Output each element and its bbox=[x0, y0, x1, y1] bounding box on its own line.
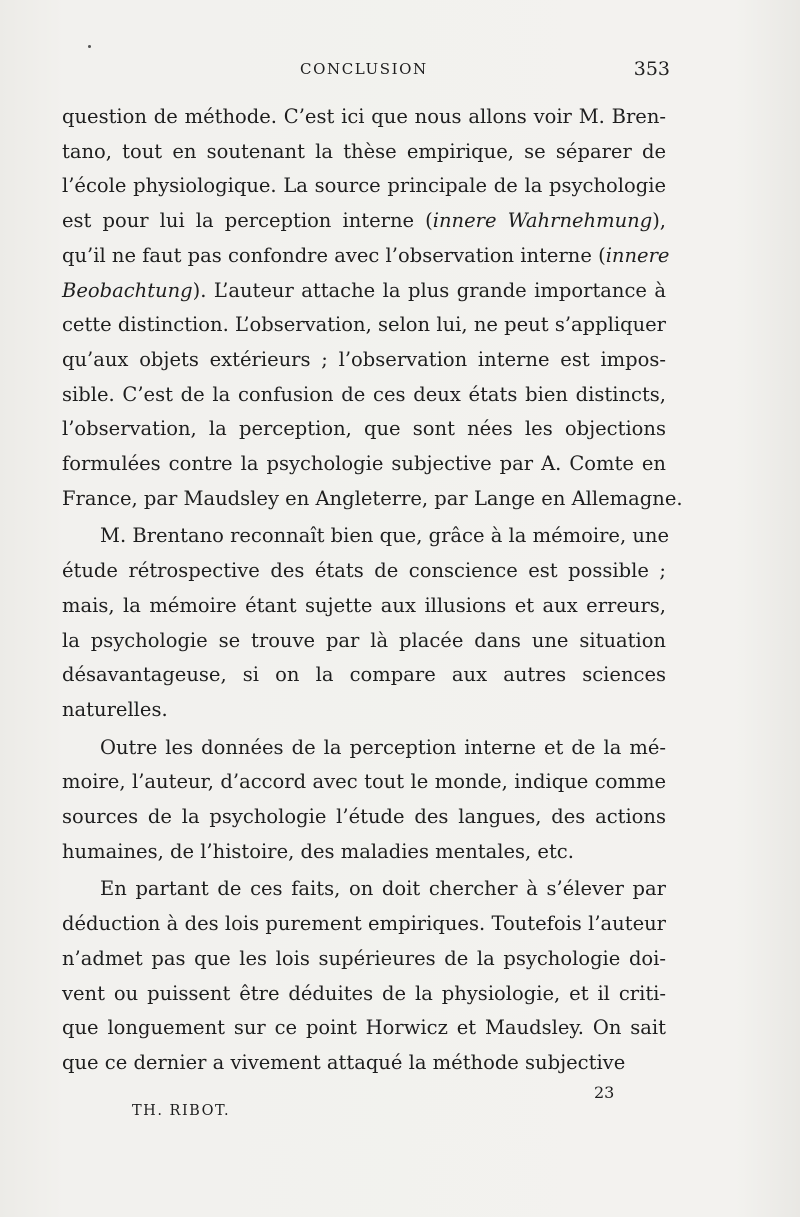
text-line: En partant de ces faits, on doit chercher à s’élever par bbox=[100, 877, 666, 901]
paragraph bbox=[62, 731, 666, 870]
page-number: 353 bbox=[633, 58, 670, 80]
text-line: Outre les données de la perception interne et de la mé- bbox=[100, 735, 666, 759]
text-line: que ce dernier a vivement attaqué la méthode subjective bbox=[62, 1050, 626, 1074]
text-line: désavantageuse, si on la compare aux autres sciences bbox=[62, 663, 666, 687]
paragraph bbox=[62, 519, 669, 727]
body-text bbox=[62, 100, 683, 1081]
text-line: l’observation, la perception, que sont nées les objections bbox=[62, 417, 666, 441]
text-line: tano, tout en soutenant la thèse empirique, se séparer de bbox=[62, 139, 666, 163]
paragraph bbox=[62, 100, 683, 516]
text-line: la psychologie se trouve par là placée dans une situation bbox=[62, 628, 666, 652]
text-line: formulées contre la psychologie subjective par A. Comte en bbox=[62, 452, 666, 476]
text-line: moire, l’auteur, d’accord avec tout le monde, indique comme bbox=[62, 770, 666, 794]
text-line: France, par Maudsley en Angleterre, par Lange en Allemagne. bbox=[62, 486, 683, 510]
text-line: déduction à des lois purement empiriques. Toutefois l’auteur bbox=[62, 912, 666, 936]
author-signature: TH. RIBOT. bbox=[132, 1103, 231, 1119]
text-line: que longuement sur ce point Horwicz et Maudsley. On sait bbox=[62, 1016, 666, 1040]
sheet-number: 23 bbox=[594, 1083, 615, 1102]
text-line: Beobachtung). L’auteur attache la plus grande importance à bbox=[62, 278, 666, 302]
text-line: M. Brentano reconnaît bien que, grâce à la mémoire, une bbox=[100, 524, 669, 548]
page-header bbox=[60, 58, 668, 88]
ink-speck bbox=[88, 45, 91, 48]
text-line: humaines, de l’histoire, des maladies mentales, etc. bbox=[62, 839, 574, 863]
running-head: CONCLUSION bbox=[300, 60, 428, 78]
text-line: sible. C’est de la confusion de ces deux états bien distincts, bbox=[62, 382, 666, 406]
text-line: qu’aux objets extérieurs ; l’observation interne est impos- bbox=[62, 347, 666, 371]
text-line: sources de la psychologie l’étude des langues, des actions bbox=[62, 805, 666, 829]
text-line: vent ou puissent être déduites de la physiologie, et il criti- bbox=[62, 981, 666, 1005]
text-line: l’école physiologique. La source principale de la psychologie bbox=[62, 174, 666, 198]
text-line: mais, la mémoire étant sujette aux illusions et aux erreurs, bbox=[62, 593, 666, 617]
text-line: étude rétrospective des états de conscience est possible ; bbox=[62, 559, 666, 583]
text-line: cette distinction. L’observation, selon lui, ne peut s’appliquer bbox=[62, 313, 666, 337]
text-line: naturelles. bbox=[62, 697, 168, 721]
paragraph bbox=[62, 872, 666, 1080]
text-line: est pour lui la perception interne (innere Wahrnehmung), bbox=[62, 209, 667, 233]
text-line: question de méthode. C’est ici que nous allons voir M. Bren- bbox=[62, 105, 666, 128]
text-line: n’admet pas que les lois supérieures de la psychologie doi- bbox=[62, 946, 666, 970]
text-line: qu’il ne faut pas confondre avec l’observation interne (innere bbox=[62, 243, 670, 267]
